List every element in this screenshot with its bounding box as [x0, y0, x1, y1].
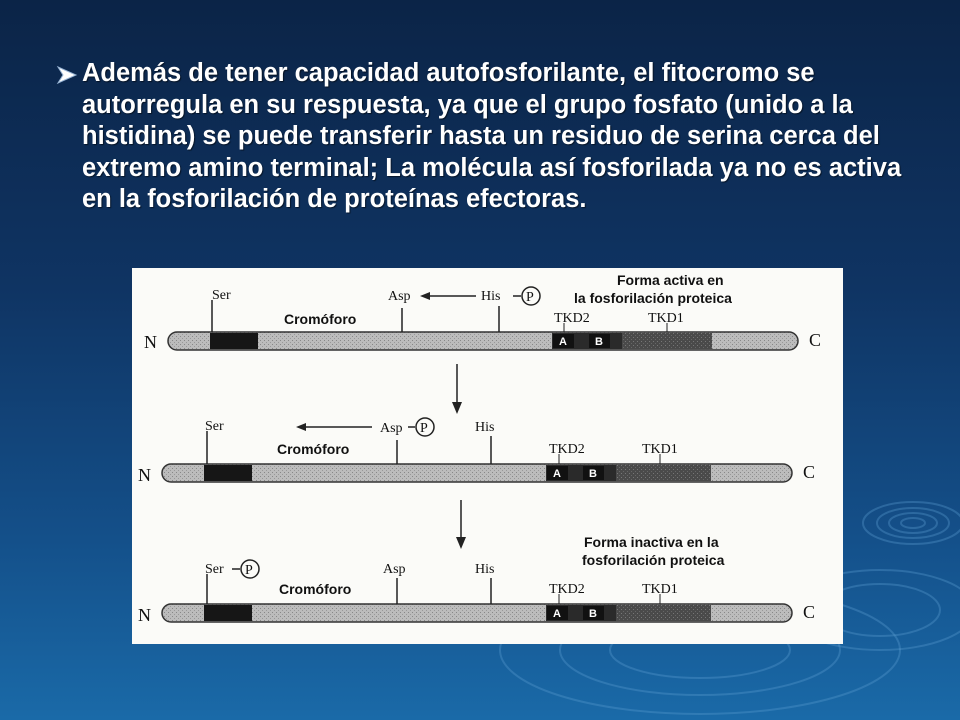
- box-b-label: B: [595, 336, 603, 348]
- tkd2-label: TKD2: [549, 442, 585, 457]
- bullet-text: Además de tener capacidad autofosforilante, el fitocromo se autorregula en su respuesta, ya que el grupo fosfato (unido a la histidina) se puede transferir hasta un residuo de serina cerca del extremo amino terminal; La molécula así fosforilada ya no es activa en la fosforilación de proteínas efectoras.: [82, 59, 902, 213]
- asp-label: Asp: [383, 562, 406, 577]
- phytochrome-diagram: [132, 268, 843, 644]
- protein-row-active: [144, 272, 821, 352]
- box-a-label: A: [553, 468, 561, 480]
- chromophore-label: Cromóforo: [284, 311, 357, 327]
- box-b-label: B: [589, 468, 597, 480]
- caption-inactive-line2: fosforilación proteica: [582, 552, 725, 568]
- c-terminus-label: C: [809, 330, 822, 350]
- bullet-paragraph: [52, 58, 902, 216]
- serine-region: [204, 465, 252, 481]
- chromophore-label: Cromóforo: [277, 441, 350, 457]
- tkd1-label: TKD1: [642, 582, 678, 597]
- ser-label: Ser: [205, 419, 224, 434]
- tkd1-domain: [616, 605, 711, 621]
- his-label: His: [475, 420, 495, 435]
- phosphate-label: P: [420, 421, 428, 436]
- tkd1-label: TKD1: [648, 311, 684, 326]
- ser-label: Ser: [212, 288, 231, 303]
- his-label: His: [475, 562, 495, 577]
- tkd1-domain: [616, 465, 711, 481]
- asp-label: Asp: [388, 289, 411, 304]
- caption-inactive-line1: Forma inactiva en la: [584, 534, 719, 550]
- asp-label: Asp: [380, 421, 403, 436]
- arrowhead-bullet-icon: [52, 65, 82, 85]
- caption-active-line1: Forma activa en: [617, 272, 724, 288]
- tkd1-label: TKD1: [642, 442, 678, 457]
- c-terminus-label: C: [803, 462, 816, 482]
- n-terminus-label: N: [138, 465, 151, 485]
- box-a-label: A: [559, 336, 567, 348]
- serine-region: [210, 333, 258, 349]
- serine-region: [204, 605, 252, 621]
- tkd2-label: TKD2: [554, 311, 590, 326]
- phosphate-label: P: [245, 563, 253, 578]
- box-a-label: A: [553, 608, 561, 620]
- protein-row-intermediate: [138, 418, 815, 485]
- box-b-label: B: [589, 608, 597, 620]
- phosphate-label: P: [526, 290, 534, 305]
- ser-label: Ser: [205, 562, 224, 577]
- caption-active-line2: la fosforilación proteica: [574, 290, 732, 306]
- tkd2-label: TKD2: [549, 582, 585, 597]
- tkd1-domain: [622, 333, 712, 349]
- his-label: His: [481, 289, 501, 304]
- chromophore-label: Cromóforo: [279, 581, 352, 597]
- n-terminus-label: N: [144, 332, 157, 352]
- protein-row-inactive: [138, 534, 815, 625]
- c-terminus-label: C: [803, 602, 816, 622]
- n-terminus-label: N: [138, 605, 151, 625]
